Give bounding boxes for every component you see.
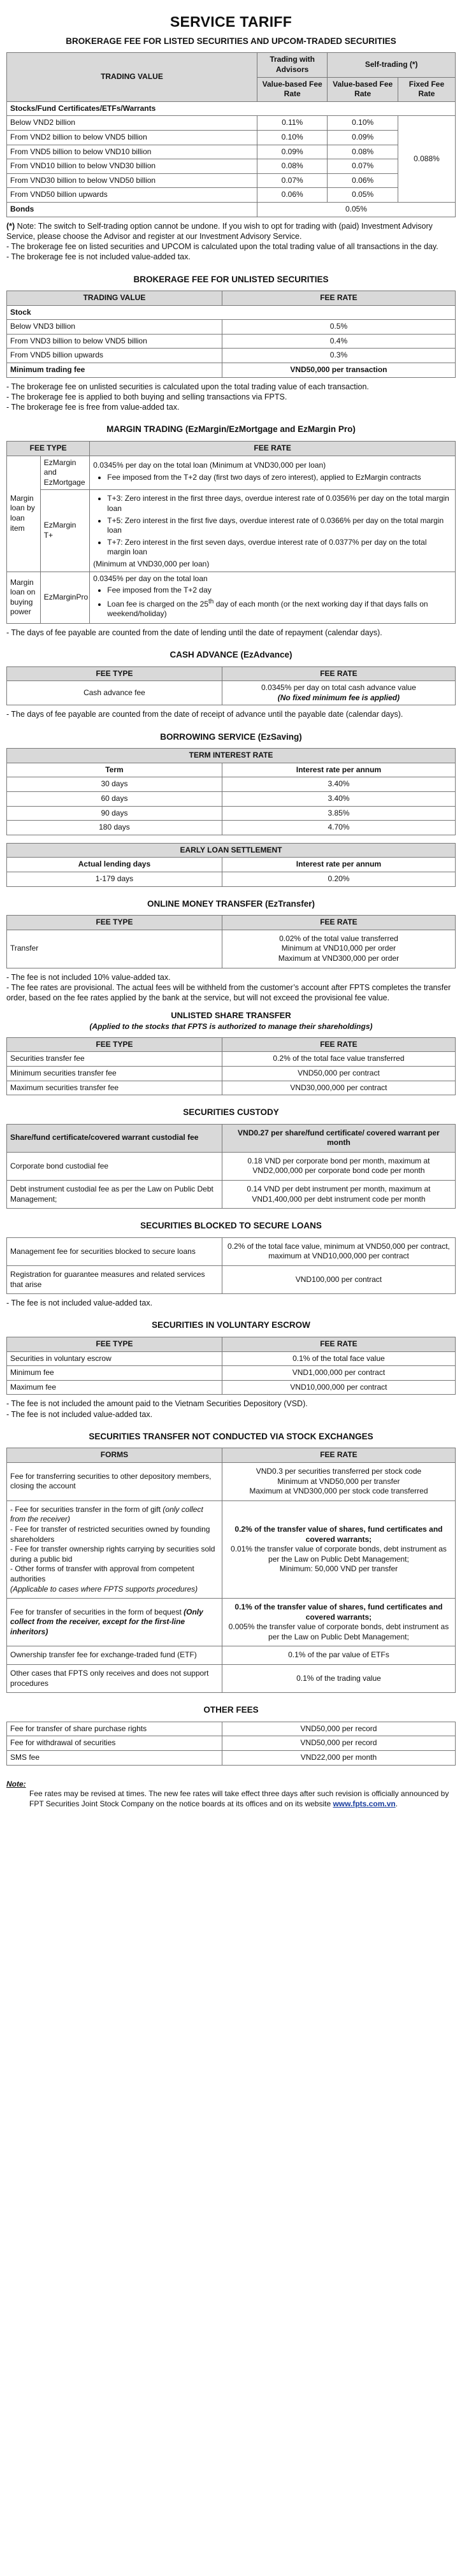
margin-heading: MARGIN TRADING (EzMargin/EzMortgage and EzMargin Pro) — [106, 424, 356, 435]
col-fee-rate: FEE RATE — [222, 291, 455, 306]
row-rate: 0.1% of the total face value — [222, 1351, 455, 1366]
tplus-bullet: • T+5: Zero interest in the first five days, overdue interest rate of 0.0366% per day on the total margin loan — [107, 516, 452, 536]
bequest-rate — [222, 1599, 455, 1646]
row-label: From VND2 billion to below VND5 billion — [7, 131, 257, 145]
ezmargin-bullet: • Fee imposed from the T+2 day (first two days of zero interest), applied to EzMargin contracts — [107, 473, 452, 483]
advisor-rate: 0.10% — [257, 131, 328, 145]
sub-fixed-rate: Fixed Fee Rate — [398, 77, 455, 101]
col-fee-rate: FEE RATE — [222, 1448, 455, 1463]
note-text: - The fee is not included value-added tax. — [6, 1299, 153, 1308]
escrow-table — [6, 1337, 456, 1395]
rate-cell: 3.85% — [222, 806, 455, 821]
note-text: - The fee is not included 10% value-added tax. — [6, 972, 171, 982]
self-rate: 0.10% — [328, 116, 398, 131]
label-text: Fee for transfer of securities in the form of bequest — [10, 1607, 184, 1616]
self-rate: 0.05% — [328, 188, 398, 203]
row-rate: VND30,000,000 per contract — [222, 1081, 455, 1095]
blocked-reg-rate: VND100,000 per contract — [222, 1265, 455, 1293]
ezmarginpro-rate — [90, 572, 456, 623]
note-star: (*) — [6, 221, 15, 231]
label-line: (Applicable to cases where FPTS supports procedures) — [10, 1584, 198, 1594]
row-rate: VND50,000 per record — [222, 1736, 455, 1751]
table-row — [7, 116, 456, 131]
table-row — [7, 145, 456, 159]
row-label: Securities transfer fee — [7, 1052, 222, 1067]
bonds-label: Bonds — [7, 202, 257, 217]
col-fee-type: FEE TYPE — [7, 441, 90, 456]
rate-cell: 4.70% — [222, 821, 455, 835]
row-rate: 0.2% of the total face value transferred — [222, 1052, 455, 1067]
table-row — [7, 188, 456, 203]
rate-line: Maximum at VND300,000 per stock code transferred — [249, 1486, 428, 1496]
label-line: - Other forms of transfer with approval from competent authorities — [10, 1564, 194, 1583]
brokerage-listed-heading: BROKERAGE FEE FOR LISTED SECURITIES AND UPCOM-TRADED SECURITIES — [66, 36, 396, 46]
etf-rate: 0.1% of the par value of ETFs — [222, 1646, 455, 1665]
table-row — [7, 1750, 456, 1765]
rate-line: 0.02% of the total value transferred — [279, 933, 398, 943]
table-row — [7, 1351, 456, 1366]
group-margin-by-item: Margin loan by loan item — [7, 456, 41, 572]
term-cell: 60 days — [7, 792, 222, 807]
custody-share-label: Share/fund certificate/covered warrant custodial fee — [7, 1124, 222, 1152]
rate-text: 0.0345% per day on total cash advance value — [261, 683, 416, 693]
unlisted-transfer-heading: UNLISTED SHARE TRANSFER — [171, 1011, 291, 1021]
col-fee-rate: FEE RATE — [222, 916, 455, 930]
transfer-heading: ONLINE MONEY TRANSFER (EzTransfer) — [147, 898, 315, 909]
note-text: - The brokerage fee is applied to both buying and selling transactions via FPTS. — [6, 392, 287, 401]
gift-transfer-rate — [222, 1500, 455, 1598]
min-fee-value: VND50,000 per transaction — [222, 363, 455, 378]
transfer-notes — [6, 972, 456, 1004]
row-label: Maximum fee — [7, 1380, 222, 1395]
col-fee-type: FEE TYPE — [7, 1037, 222, 1052]
col-trading-value: TRADING VALUE — [7, 53, 257, 101]
rate-line: Maximum at VND300,000 per order — [278, 953, 400, 963]
rate-bold: 0.2% of the transfer value of shares, fund certificates and covered warrants; — [235, 1524, 443, 1544]
tplus-minimum: (Minimum at VND30,000 per loan) — [93, 559, 210, 568]
blocked-mgmt-rate: 0.2% of the total face value, minimum at VND50,000 per contract, maximum at VND10,000,000 per contract — [222, 1237, 455, 1265]
pro-bullet-text: day of each month (or the next working day if that days falls on weekend/holiday) — [107, 599, 428, 619]
sub-value-based: Value-based Fee Rate — [257, 77, 328, 101]
custody-table — [6, 1124, 456, 1209]
custody-debt-label: Debt instrument custodial fee as per the Law on Public Debt Management; — [7, 1181, 222, 1209]
row-label: Below VND2 billion — [7, 116, 257, 131]
group-label-stocks: Stocks/Fund Certificates/ETFs/Warrants — [7, 101, 456, 116]
self-rate: 0.09% — [328, 131, 398, 145]
custody-bond-rate: 0.18 VND per corporate bond per month, maximum at VND2,000,000 per corporate bond code per month — [222, 1152, 455, 1180]
rate-line: Minimum at VND50,000 per transfer — [277, 1476, 400, 1486]
term-cell: 180 days — [7, 821, 222, 835]
table-row — [7, 792, 456, 807]
pro-bullet-text: Loan fee is charged on the 25 — [107, 599, 209, 608]
table-row — [7, 173, 456, 188]
ezmargin-tplus-rate — [90, 490, 456, 572]
row-label: Maximum securities transfer fee — [7, 1081, 222, 1095]
row-label: Fee for withdrawal of securities — [7, 1736, 222, 1751]
term-cell: 30 days — [7, 777, 222, 792]
table-row — [7, 1366, 456, 1381]
self-rate: 0.08% — [328, 145, 398, 159]
tplus-bullet: • T+3: Zero interest in the first three days, overdue interest rate of 0.0356% per day on the total margin loan — [107, 494, 452, 514]
not-via-exchange-heading: SECURITIES TRANSFER NOT CONDUCTED VIA STOCK EXCHANGES — [89, 1431, 373, 1441]
table-row — [7, 131, 456, 145]
table-row — [7, 1380, 456, 1395]
pro-bullet: • Fee imposed from the T+2 day — [107, 586, 452, 596]
table-row — [7, 821, 456, 835]
note-text: - The fee rates are provisional. The actual fees will be withheld from the customer’s account after FPTS completes the transfer order, based on the fee rates applied by the bank at the service, but will not exceed the provisional fee value. — [6, 982, 451, 1003]
row-label: From VND3 billion to below VND5 billion — [7, 334, 222, 349]
transfer-table — [6, 915, 456, 968]
rate-bold: 0.1% of the transfer value of shares, fund certificates and covered warrants; — [235, 1602, 443, 1622]
note-text: - The brokerage fee is not included value-added tax. — [6, 252, 191, 262]
tplus-bullet: • T+7: Zero interest in the first seven days, overdue interest rate of 0.0377% per day on the total margin loan — [107, 538, 452, 558]
final-note-label: Note: — [6, 1779, 26, 1788]
transfer-members-label: Fee for transferring securities to other depository members, closing the account — [7, 1462, 222, 1500]
rate-line: 0.005% the transfer value of corporate bonds, debt instrument as per the Law on Public Debt Management; — [228, 1622, 449, 1641]
ezmargin-label: EzMargin and EzMortgage — [40, 456, 89, 490]
rate-line: 0.01% the transfer value of corporate bonds, debt instrument as per the Law on Public Debt Management; — [231, 1544, 447, 1564]
brokerage-unlisted-heading: BROKERAGE FEE FOR UNLISTED SECURITIES — [133, 274, 329, 284]
borrowing-heading: BORROWING SERVICE (EzSaving) — [160, 731, 302, 742]
note-text — [6, 221, 456, 242]
row-label: Minimum fee — [7, 1366, 222, 1381]
row-rate: VND1,000,000 per contract — [222, 1366, 455, 1381]
blocked-table — [6, 1237, 456, 1294]
row-label: From VND50 billion upwards — [7, 188, 257, 203]
escrow-heading: SECURITIES IN VOLUNTARY ESCROW — [152, 1320, 310, 1330]
col-fee-type: FEE TYPE — [7, 1337, 222, 1351]
min-fee-label: Minimum trading fee — [7, 363, 222, 378]
note-text: - The days of fee payable are counted from the date of lending until the date of repayment (calendar days). — [6, 628, 382, 637]
table-row — [7, 806, 456, 821]
self-rate: 0.06% — [328, 173, 398, 188]
group-margin-buying-power: Margin loan on buying power — [7, 572, 41, 623]
ezmargin-rate — [90, 456, 456, 490]
brokerage-listed-notes — [6, 221, 456, 263]
custody-bond-label: Corporate bond custodial fee — [7, 1152, 222, 1180]
rate-cell: 3.40% — [222, 792, 455, 807]
row-label: From VND30 billion to below VND50 billion — [7, 173, 257, 188]
col-trading-value: TRADING VALUE — [7, 291, 222, 306]
note-text: - The brokerage fee on unlisted securities is calculated upon the total trading value of each transaction. — [6, 382, 369, 391]
row-rate: VND10,000,000 per contract — [222, 1380, 455, 1395]
row-rate: 0.5% — [222, 320, 455, 335]
other-cases-label: Other cases that FPTS only receives and does not support procedures — [7, 1665, 222, 1693]
row-label: From VND10 billion to below VND30 billion — [7, 159, 257, 174]
advisor-rate: 0.11% — [257, 116, 328, 131]
col-fee-type: FEE TYPE — [7, 666, 222, 681]
rate-line: Minimum at VND10,000 per order — [281, 944, 396, 953]
group-label-stock: Stock — [7, 305, 456, 320]
note-text: - The days of fee payable are counted from the date of receipt of advance until the payable date (calendar days). — [6, 710, 403, 719]
note-text: - The fee is not included the amount paid to the Vietnam Securities Depository (VSD). — [6, 1399, 308, 1409]
label-italic: (Only collect from the receiver, except for the first-line inheritors) — [10, 1607, 203, 1637]
col-fee-rate: FEE RATE — [222, 666, 455, 681]
row-label: Below VND3 billion — [7, 320, 222, 335]
pro-bullet — [107, 598, 452, 619]
pro-bullet-sup: th — [208, 598, 214, 605]
col-fee-type: FEE TYPE — [7, 916, 222, 930]
table-row — [7, 872, 456, 887]
term-cell: 90 days — [7, 806, 222, 821]
rate-cell: 3.40% — [222, 777, 455, 792]
table-row — [7, 363, 456, 378]
advisor-rate: 0.08% — [257, 159, 328, 174]
other-cases-rate: 0.1% of the trading value — [222, 1665, 455, 1693]
etf-label: Ownership transfer fee for exchange-traded fund (ETF) — [7, 1646, 222, 1665]
rate-cell: 0.20% — [222, 872, 455, 887]
col-fee-rate: FEE RATE — [222, 1037, 455, 1052]
col-advisors: Trading with Advisors — [257, 53, 328, 77]
row-rate: VND50,000 per contract — [222, 1066, 455, 1081]
bequest-label — [7, 1599, 222, 1646]
col-rate: Interest rate per annum — [222, 763, 455, 777]
website-link[interactable]: www.fpts.com.vn — [333, 1799, 396, 1808]
pro-line: 0.0345% per day on the total loan — [93, 573, 208, 583]
col-lending-days: Actual lending days — [7, 858, 222, 872]
brokerage-unlisted-table — [6, 291, 456, 378]
cash-advance-label: Cash advance fee — [7, 681, 222, 705]
row-label: Fee for transfer of share purchase rights — [7, 1722, 222, 1736]
fixed-rate: 0.088% — [398, 116, 455, 203]
self-rate: 0.07% — [328, 159, 398, 174]
table-row — [7, 1736, 456, 1751]
note-self-trading: Note: The switch to Self-trading option cannot be undone. If you wish to opt for trading with (paid) Investment Advisory Service, please choose the Advisor and register at our Investment Advisory Service. — [6, 221, 433, 241]
other-fees-table — [6, 1722, 456, 1766]
custody-debt-rate: 0.14 VND per debt instrument per month, maximum at VND1,400,000 per debt instrument code per month — [222, 1181, 455, 1209]
early-settlement-table — [6, 843, 456, 887]
row-rate: VND50,000 per record — [222, 1722, 455, 1736]
ezmargin-tplus-label: EzMargin T+ — [40, 490, 89, 572]
not-via-exchange-table — [6, 1448, 456, 1693]
cash-advance-table — [6, 666, 456, 706]
col-forms: FORMS — [7, 1448, 222, 1463]
row-rate: VND22,000 per month — [222, 1750, 455, 1765]
blocked-reg-label: Registration for guarantee measures and related services that arise — [7, 1265, 222, 1293]
row-label: Securities in voluntary escrow — [7, 1351, 222, 1366]
table-row — [7, 1066, 456, 1081]
other-fees-heading: OTHER FEES — [203, 1705, 259, 1715]
ezmargin-line: 0.0345% per day on the total loan (Minimum at VND30,000 per loan) — [93, 461, 326, 470]
row-rate: 0.3% — [222, 349, 455, 363]
table-row — [7, 349, 456, 363]
custody-heading: SECURITIES CUSTODY — [183, 1107, 279, 1118]
custody-share-rate: VND0.27 per share/fund certificate/ covered warrant per month — [222, 1124, 455, 1152]
label-text: - Fee for securities transfer in the form of gift — [10, 1504, 163, 1514]
bonds-rate: 0.05% — [257, 202, 455, 217]
col-fee-rate: FEE RATE — [90, 441, 456, 456]
note-body: Fee rates may be revised at times. The new fee rates will take effect three days after such revision is officially announced by FPT Securities Joint Stock Company on the notice boards at its offices and on its website — [29, 1789, 449, 1808]
ezmarginpro-label: EzMarginPro — [40, 572, 89, 623]
table-row — [7, 1722, 456, 1736]
transfer-label: Transfer — [7, 930, 222, 968]
days-cell: 1-179 days — [7, 872, 222, 887]
col-self-trading: Self-trading (*) — [328, 53, 456, 77]
rate-note: (No fixed minimum fee is applied) — [277, 693, 400, 702]
rate-line: Minimum: 50,000 VND per transfer — [279, 1564, 398, 1574]
margin-table — [6, 441, 456, 624]
row-label: SMS fee — [7, 1750, 222, 1765]
cash-advance-heading: CASH ADVANCE (EzAdvance) — [170, 650, 292, 660]
table-row — [7, 320, 456, 335]
note-text: - The brokerage fee on listed securities and UPCOM is calculated upon the total trading value of all transactions in the day. — [6, 242, 438, 252]
blocked-mgmt-label: Management fee for securities blocked to secure loans — [7, 1237, 222, 1265]
label-line: - Fee for transfer of restricted securities owned by founding shareholders — [10, 1524, 210, 1544]
escrow-notes — [6, 1399, 456, 1420]
final-note — [6, 1780, 456, 1810]
margin-notes — [6, 628, 456, 638]
label-line: - Fee for transfer ownership rights carrying by securities sold during a public bid — [10, 1544, 215, 1564]
unlisted-transfer-table — [6, 1037, 456, 1095]
early-table-title: EARLY LOAN SETTLEMENT — [7, 843, 456, 858]
table-row — [7, 1081, 456, 1095]
transfer-rate — [222, 930, 455, 968]
transfer-members-rate — [222, 1462, 455, 1500]
table-row — [7, 334, 456, 349]
table-row — [7, 202, 456, 217]
unlisted-transfer-subheading: (Applied to the stocks that FPTS is authorized to manage their shareholdings) — [89, 1022, 373, 1032]
label-line — [10, 1505, 219, 1525]
advisor-rate: 0.06% — [257, 188, 328, 203]
table-row — [7, 1052, 456, 1067]
col-fee-rate: FEE RATE — [222, 1337, 455, 1351]
term-rate-table — [6, 748, 456, 835]
row-rate: 0.4% — [222, 334, 455, 349]
note-text: - The fee is not included value-added tax. — [6, 1409, 153, 1419]
col-term: Term — [7, 763, 222, 777]
row-label: From VND5 billion upwards — [7, 349, 222, 363]
cash-advance-notes — [6, 709, 456, 719]
note-text: - The brokerage fee is free from value-added tax. — [6, 403, 180, 412]
blocked-notes — [6, 1298, 456, 1308]
advisor-rate: 0.07% — [257, 173, 328, 188]
row-label: Minimum securities transfer fee — [7, 1066, 222, 1081]
cash-advance-rate — [222, 681, 455, 705]
advisor-rate: 0.09% — [257, 145, 328, 159]
col-rate: Interest rate per annum — [222, 858, 455, 872]
page-title: SERVICE TARIFF — [170, 13, 292, 30]
note-end: . — [395, 1799, 398, 1808]
term-table-title: TERM INTEREST RATE — [7, 749, 456, 763]
sub-value-based-self: Value-based Fee Rate — [328, 77, 398, 101]
gift-transfer-label — [7, 1500, 222, 1598]
final-note-text — [29, 1789, 456, 1809]
table-row — [7, 159, 456, 174]
row-label: From VND5 billion to below VND10 billion — [7, 145, 257, 159]
brokerage-listed-table — [6, 52, 456, 217]
label-italic: (only collect from the receiver) — [10, 1504, 203, 1524]
table-row — [7, 777, 456, 792]
blocked-heading: SECURITIES BLOCKED TO SECURE LOANS — [140, 1221, 322, 1231]
brokerage-unlisted-notes — [6, 382, 456, 413]
rate-line: VND0.3 per securities transferred per stock code — [256, 1466, 422, 1476]
